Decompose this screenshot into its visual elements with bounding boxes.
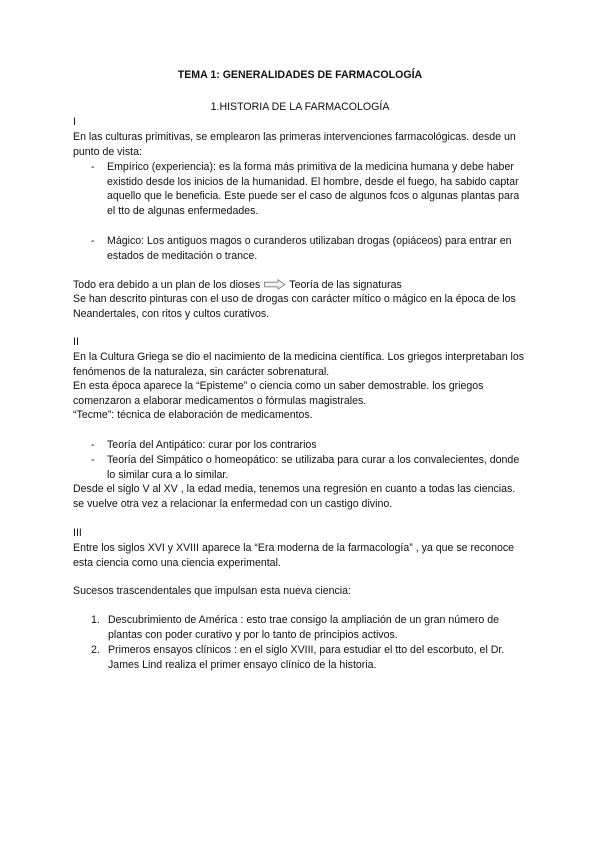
bullet-text: Empírico (experiencia): es la forma más primitiva de la medicina humana y debe haber existido desde los inicios de la humanidad. El hombre, desde el fuego, ha sabido captar aquello que le beneficia. Este puede ser el caso de algunos fcos o algunas plantas para el tto de algunas enfermedades.	[107, 161, 520, 217]
bullet-text: Teoría del Antipático: curar por los contrarios	[107, 439, 317, 451]
bullet-text: Teoría del Simpático o homeopático: se utilizaba para curar a los convalecientes, donde lo similar cura a lo similar.	[107, 454, 520, 481]
paragraph-events-intro: Sucesos trascendentales que impulsan esta nueva ciencia:	[73, 585, 351, 597]
bullet-empirico	[91, 160, 521, 218]
section-heading: 1.HISTORIA DE LA FARMACOLOGÍA	[210, 101, 390, 113]
gods-text: Todo era debido a un plan de los dioses	[73, 279, 261, 291]
paragraph-gods-plan	[73, 278, 528, 293]
dash-marker: -	[91, 439, 95, 451]
paragraph-modern-era: Entre los siglos XVI y XVIII aparece la “Era moderna de la farmacología” , ya que se reconoce esta ciencia como una ciencia experimental.	[73, 542, 515, 569]
paragraph-middle-ages: Desde el siglo V al XV , la edad media, tenemos una regresión en cuanto a todas las ciencias. se vuelve otra vez a relacionar la enfermedad con un castigo divino.	[73, 483, 516, 510]
roman-numeral-ii: II	[73, 336, 79, 348]
bullet-text: Mágico: Los antiguos magos o curanderos utilizaban drogas (opiáceos) para entrar en estados de meditación o trance.	[107, 235, 512, 262]
right-arrow-icon	[264, 279, 286, 290]
paragraph-paintings: Se han descrito pinturas con el uso de drogas con carácter mítico o mágico en la época de los Neandertales, con ritos y cultos curativos.	[73, 293, 516, 320]
list-item-text: Descubrimiento de América : esto trae consigo la ampliación de un gran número de plantas con poder curativo y por lo tanto de principios activos.	[108, 614, 500, 641]
dash-marker: -	[91, 454, 95, 466]
bullet-magico	[91, 234, 521, 263]
number-marker: 2.	[91, 644, 100, 656]
paragraph-tecme: “Tecme”: técnica de elaboración de medicamentos.	[73, 409, 313, 421]
document-title: TEMA 1: GENERALIDADES DE FARMACOLOGÍA	[177, 69, 423, 81]
number-marker: 1.	[91, 614, 100, 626]
list-item-america	[91, 613, 531, 642]
paragraph-primitive-cultures: En las culturas primitivas, se emplearon las primeras intervenciones farmacológicas. desde un punto de vista:	[73, 131, 516, 158]
roman-numeral-i: I	[73, 116, 76, 128]
paragraph-episteme: En esta época aparece la “Episteme” o ciencia como un saber demostrable. los griegos comenzaron a elaborar medicamentos o fórmulas magistrales.	[73, 380, 484, 407]
list-item-text: Primeros ensayos clínicos : en el siglo XVIII, para estudiar el tto del escorbuto, el Dr. James Lind realiza el primer ensayo clínico de la historia.	[108, 644, 505, 671]
dash-marker: -	[91, 161, 95, 173]
dash-marker: -	[91, 235, 95, 247]
bullet-antipatico	[91, 438, 521, 453]
roman-numeral-iii: III	[73, 527, 82, 539]
signatures-theory-text: Teoría de las signaturas	[289, 279, 402, 291]
list-item-clinical-trials	[91, 643, 531, 672]
paragraph-greek-culture: En la Cultura Griega se dio el nacimiento de la medicina científica. Los griegos interpretaban los fenómenos de la naturaleza, sin carácter sobrenatural.	[73, 351, 525, 378]
bullet-simpatico	[91, 453, 521, 482]
